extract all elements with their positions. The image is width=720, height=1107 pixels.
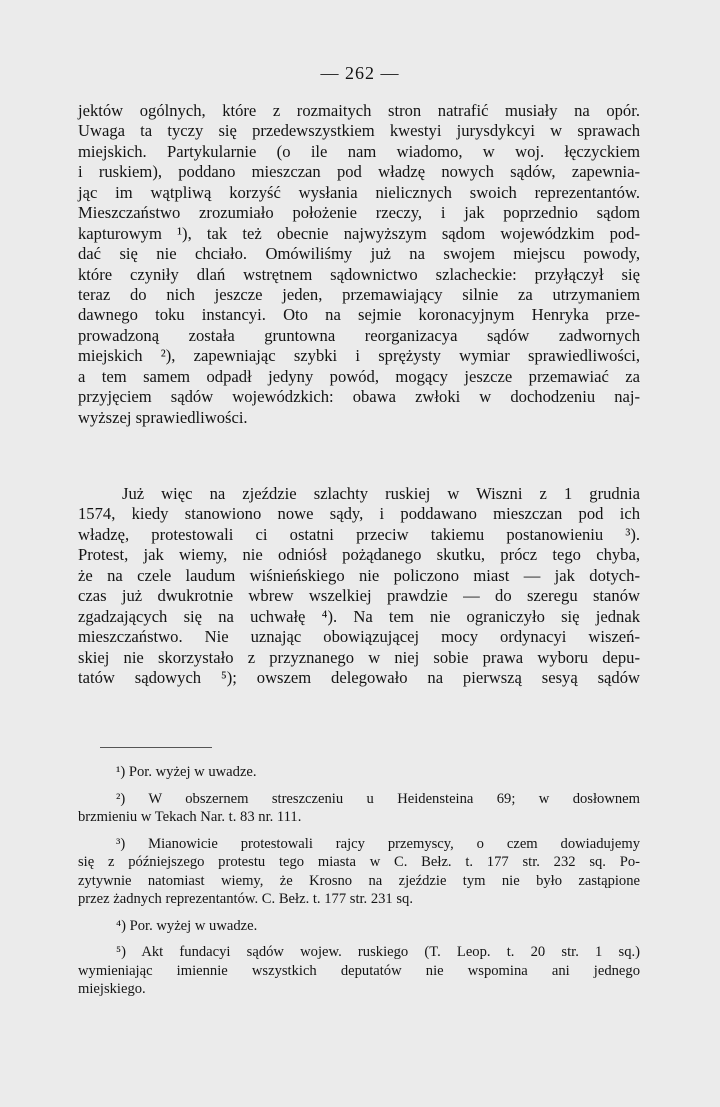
text-line: tatów sądowych ⁵); owszem delegowało na pierwszą sesyą sądów: [78, 667, 640, 687]
paragraph-2: [78, 484, 640, 688]
footnote-line: miejskiego.: [78, 981, 146, 997]
text-line: że na czele laudum wiśnieńskiego nie policzono miast — jak dotych-: [78, 565, 640, 585]
text-line: które czyniły dlań wstrętnem sądownictwo szlacheckie: przyłączył się: [78, 264, 640, 284]
text-line: Mieszczaństwo zrozumiało położenie rzeczy, i jak poprzednio sądom: [78, 203, 640, 223]
text-line: 1574, kiedy stanowiono nowe sądy, i poddawano mieszczan pod ich: [78, 504, 640, 524]
text-line: skiej nie skorzystało z przyznanego w niej sobie prawa wyboru depu-: [78, 647, 640, 667]
footnote-4: [78, 917, 640, 936]
footnote-5: [78, 943, 640, 999]
text-line: Już więc na zjeździe szlachty ruskiej w Wiszni z 1 grudnia: [122, 484, 640, 503]
page-number: — 262 —: [320, 63, 400, 83]
footnote-line: się z późniejszego protestu tego miasta w C. Bełz. t. 177 str. 232 sq. Po-: [78, 854, 640, 870]
text-line: prowadzoną została gruntowna reorganizacya sądów zadwornych: [78, 325, 640, 345]
text-line: teraz do nich jeszcze jeden, przemawiający silnie za utrzymaniem: [78, 284, 640, 304]
footnote-line: ²) W obszernem streszczeniu u Heidensteina 69; w dosłownem: [116, 790, 640, 807]
text-line: przyjęciem sądów wojewódzkich: obawa zwłoki w dochodzeniu naj-: [78, 387, 640, 407]
footnote-line: ¹) Por. wyżej w uwadze.: [116, 764, 257, 780]
footnote-line: ³) Mianowicie protestowali rajcy przemyscy, o czem dowiadujemy: [116, 835, 640, 852]
footnote-line: brzmieniu w Tekach Nar. t. 83 nr. 111.: [78, 809, 302, 825]
text-line: i ruskiem), poddano mieszczan pod władzę nowych sądów, zapewnia-: [78, 162, 640, 182]
footnote-line: wymieniając imiennie wszystkich deputatów nie wspomina ani jednego: [78, 962, 640, 979]
text-line: kapturowym ¹), tak też obecnie najwyższym sądom wojewódzkim pod-: [78, 223, 640, 243]
footnotes: [78, 763, 640, 999]
text-line: Protest, jak wiemy, nie odniósł pożądanego skutku, prócz tego chyba,: [78, 545, 640, 565]
text-line: jąc im wątpliwą korzyść wysłania nielicznych swoich reprezentantów.: [78, 182, 640, 202]
footnote-line: przez żadnych reprezentantów. C. Bełz. t. 177 str. 231 sq.: [78, 891, 414, 907]
text-line: Uwaga ta tyczy się przedewszystkiem kwestyi jurysdykcyi w sprawach: [78, 121, 640, 141]
text-line: miejskich ²), zapewniając szybki i sprężysty wymiar sprawiedliwości,: [78, 346, 640, 366]
text-line: a tem samem odpadł jedyny powód, mogący jeszcze przemawiać za: [78, 366, 640, 386]
text-line: mieszczaństwo. Nie uznając obowiązującej mocy ordynacyi wiszeń-: [78, 627, 640, 647]
footnote-line: ⁵) Akt fundacyi sądów wojew. ruskiego (T. Leop. t. 20 str. 1 sq.): [116, 944, 640, 960]
footnote-2: [78, 790, 640, 827]
text-line: czas już dwukrotnie wbrew wszelkiej prawdzie — do szeregu stanów: [78, 586, 640, 606]
text-line: władzę, protestowali ci ostatni przeciw takiemu postanowieniu ³).: [78, 524, 640, 544]
text-line: dać się nie chciało. Omówiliśmy już na swojem miejscu powody,: [78, 244, 640, 264]
footnote-3: [78, 835, 640, 909]
paragraph-1: [78, 101, 640, 428]
footnote-line: zytywnie natomiast wiemy, że Krosno na zjeździe tym nie było zastąpione: [78, 872, 640, 889]
text-line: miejskich. Partykularnie (o ile nam wiadomo, w woj. łęczyckiem: [78, 141, 640, 161]
text-line: wyższej sprawiedliwości.: [78, 407, 248, 427]
text-line: dawnego toku instancyi. Oto na sejmie koronacyjnym Henryka prze-: [78, 305, 640, 325]
text-line: zgadzających się na uchwałę ⁴). Na tem nie ograniczyło się jednak: [78, 606, 640, 626]
footnote-separator: [100, 747, 212, 748]
footnote-1: [78, 763, 640, 782]
footnote-line: ⁴) Por. wyżej w uwadze.: [116, 917, 258, 934]
text-line: jektów ogólnych, które z rozmaitych stron natrafić musiały na opór.: [78, 101, 640, 120]
